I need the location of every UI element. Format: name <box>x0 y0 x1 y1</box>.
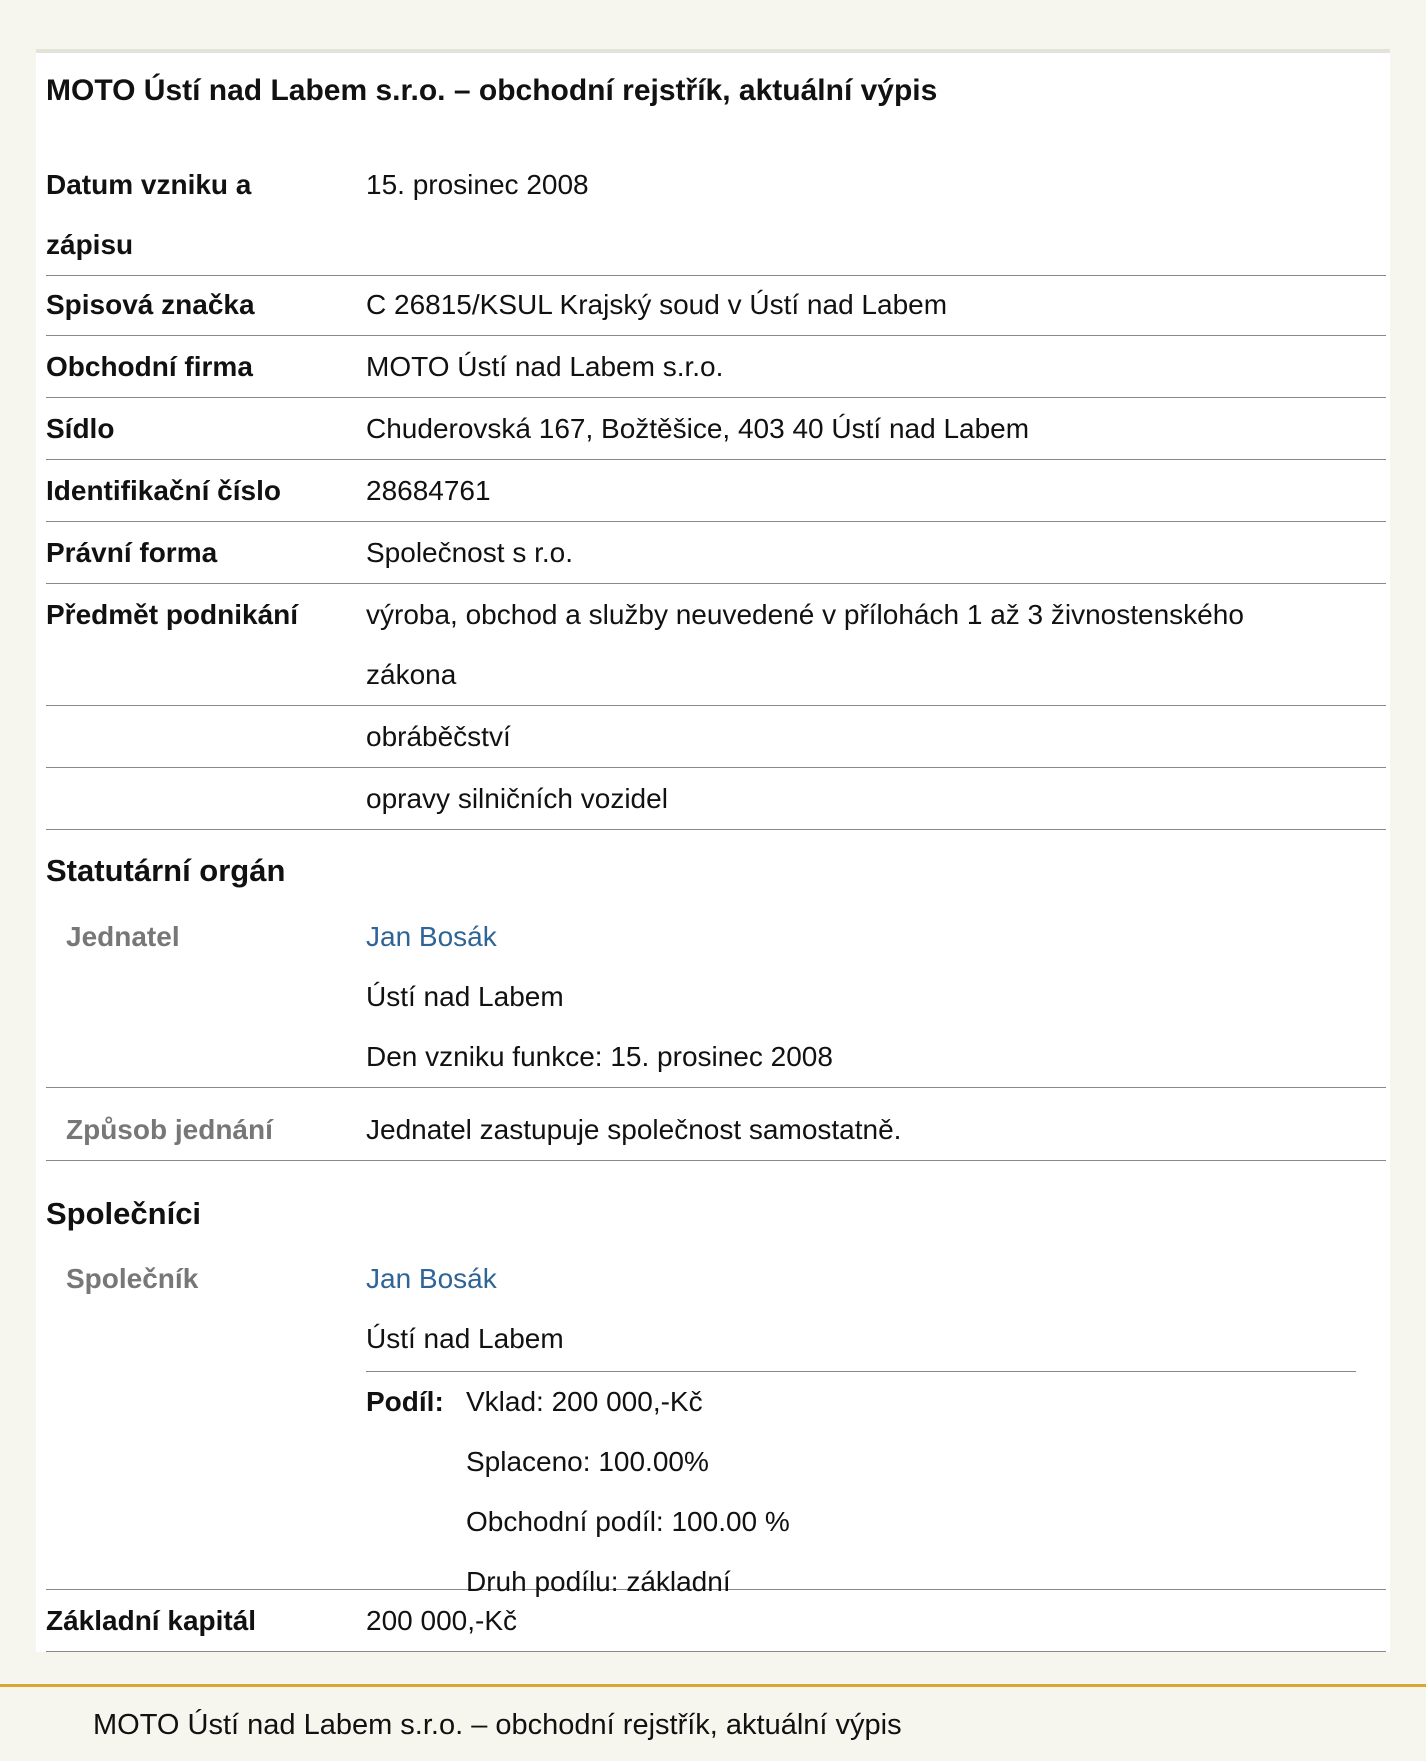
label-datum-line2: zápisu <box>46 229 134 260</box>
value-predmet-item: obráběčství <box>366 721 511 752</box>
value-zakladni-kapital: 200 000,-Kč <box>366 1605 517 1636</box>
podil-splaceno: Splaceno: 100.00% <box>466 1446 709 1477</box>
spolecnik-name-link[interactable]: Jan Bosák <box>366 1263 497 1294</box>
footer-text: MOTO Ústí nad Labem s.r.o. – obchodní rejstřík, aktuální výpis <box>93 1709 902 1741</box>
page-footer <box>0 1684 1426 1761</box>
label-jednatel: Jednatel <box>66 921 180 952</box>
row-obchodni-firma <box>46 337 1386 398</box>
register-extract-card <box>36 49 1390 1652</box>
row-zpusob-jednani <box>46 1100 1386 1161</box>
value-sidlo: Chuderovská 167, Božtěšice, 403 40 Ústí nad Labem <box>366 413 1030 444</box>
jednatel-city: Ústí nad Labem <box>366 981 564 1012</box>
podil-block <box>366 1371 1356 1597</box>
row-zakladni-kapital <box>46 1591 1386 1652</box>
podil-vklad: Vklad: 200 000,-Kč <box>466 1386 703 1417</box>
value-pravni-forma: Společnost s r.o. <box>366 537 574 568</box>
label-identifikacni-cislo: Identifikační číslo <box>46 475 281 506</box>
row-spisova-znacka <box>46 275 1386 336</box>
podil-label: Podíl: <box>366 1386 444 1417</box>
predmet-item-1-line2: zákona <box>366 659 457 690</box>
value-predmet-item <box>366 585 1376 705</box>
jednatel-name-link[interactable]: Jan Bosák <box>366 921 497 952</box>
value-predmet-item: opravy silničních vozidel <box>366 783 668 814</box>
label-pravni-forma: Právní forma <box>46 537 218 568</box>
label-spolecnik: Společník <box>66 1263 199 1294</box>
spolecnik-city: Ústí nad Labem <box>366 1323 564 1354</box>
predmet-item-1-line1: výroba, obchod a služby neuvedené v přílohách 1 až 3 živnostenského <box>366 599 1244 630</box>
label-obchodni-firma: Obchodní firma <box>46 351 253 382</box>
value-zpusob-jednani: Jednatel zastupuje společnost samostatně. <box>366 1114 902 1145</box>
row-pravni-forma <box>46 523 1386 584</box>
row-jednatel <box>46 907 1386 1088</box>
label-sidlo: Sídlo <box>46 413 115 444</box>
value-spisova-znacka: C 26815/KSUL Krajský soud v Ústí nad Labem <box>366 289 948 320</box>
row-predmet-podnikani <box>46 585 1386 706</box>
value-jednatel <box>366 907 1376 1087</box>
row-sidlo <box>46 399 1386 460</box>
value-spolecnik <box>366 1249 1376 1369</box>
label-zpusob-jednani: Způsob jednání <box>66 1114 273 1145</box>
row-spolecnik <box>46 1249 1386 1597</box>
label-zakladni-kapital: Základní kapitál <box>46 1605 257 1636</box>
section-spolecnici: Společníci <box>46 1196 202 1231</box>
label-datum-vzniku <box>46 155 346 275</box>
podil-druh: Druh podílu: základní <box>466 1566 731 1597</box>
label-spisova-znacka: Spisová značka <box>46 289 255 320</box>
value-identifikacni-cislo: 28684761 <box>366 475 491 506</box>
value-obchodni-firma: MOTO Ústí nad Labem s.r.o. <box>366 351 724 382</box>
label-datum-line1: Datum vzniku a <box>46 169 252 200</box>
section-statutarni-organ: Statutární orgán <box>46 853 286 888</box>
row-datum-vzniku <box>46 155 1386 276</box>
page-title: MOTO Ústí nad Labem s.r.o. – obchodní rejstřík, aktuální výpis <box>46 74 938 107</box>
row-identifikacni-cislo <box>46 461 1386 522</box>
podil-details <box>466 1372 790 1612</box>
row-predmet-item-3 <box>46 769 1386 830</box>
podil-obchodni: Obchodní podíl: 100.00 % <box>466 1506 790 1537</box>
jednatel-since: Den vzniku funkce: 15. prosinec 2008 <box>366 1041 833 1072</box>
row-predmet-item-2 <box>46 707 1386 768</box>
value-datum-vzniku: 15. prosinec 2008 <box>366 169 589 200</box>
label-predmet-podnikani: Předmět podnikání <box>46 599 299 630</box>
